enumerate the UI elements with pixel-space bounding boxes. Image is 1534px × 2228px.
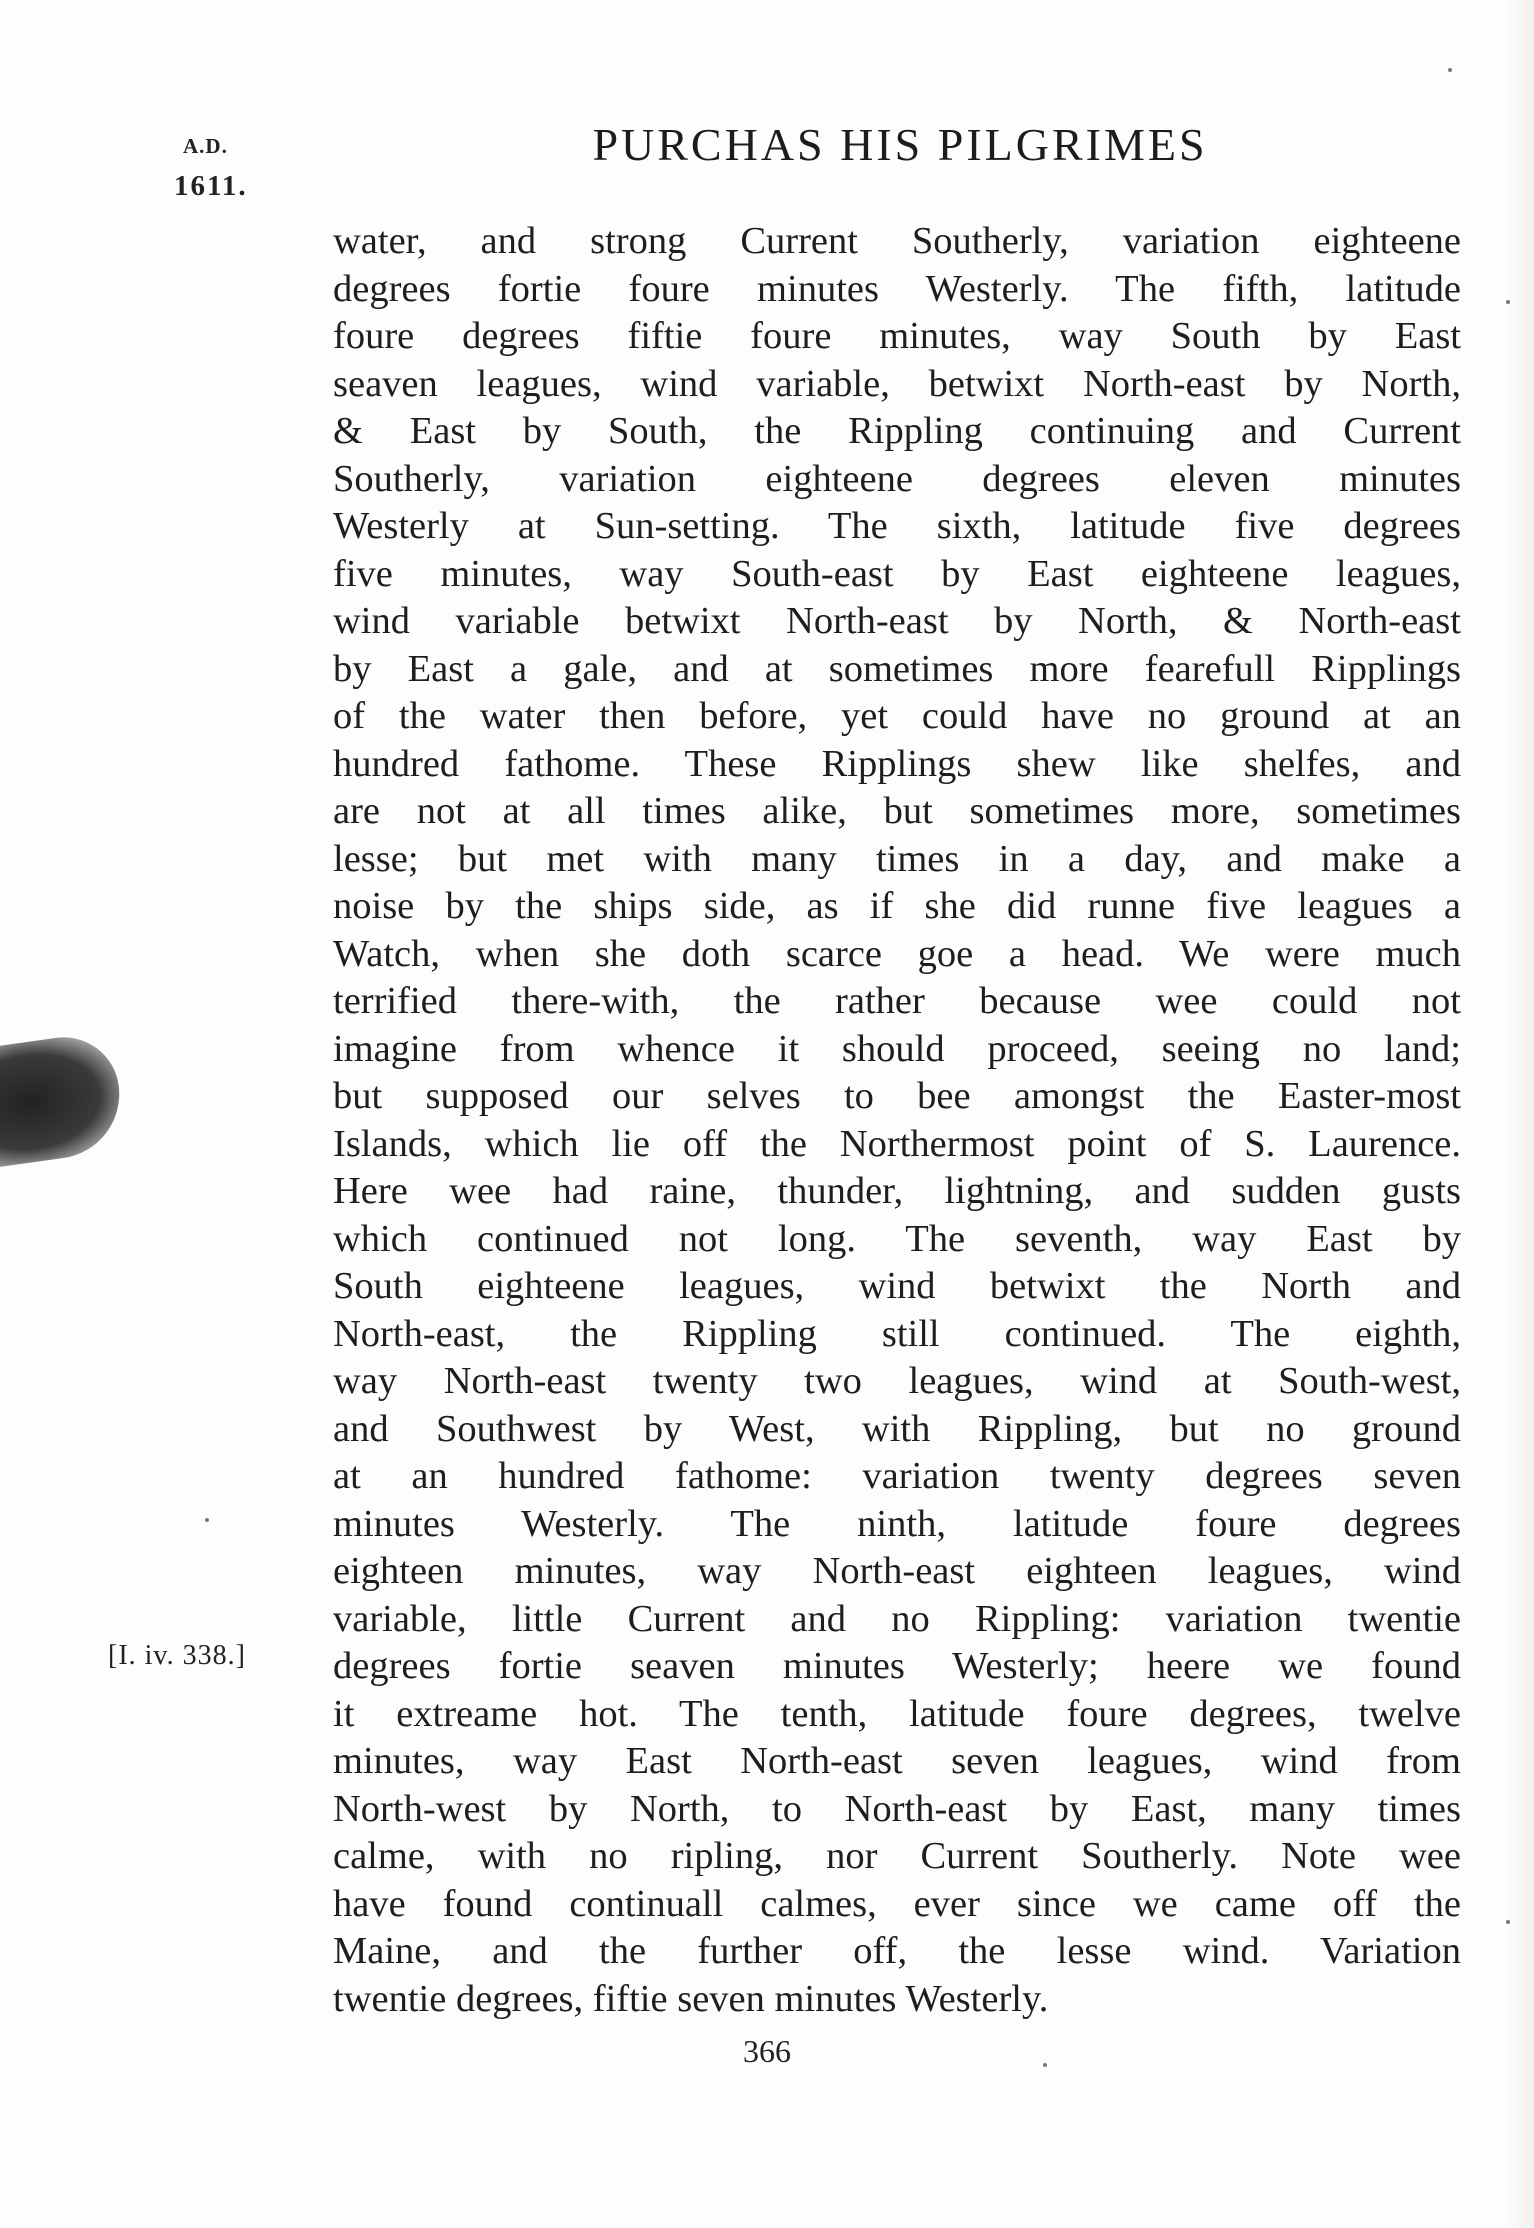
text-line: hundred fathome. These Ripplings shew like shelfes, and — [333, 742, 1461, 785]
text-line: Westerly at Sun-setting. The sixth, latitude five degrees — [333, 505, 1461, 547]
text-line: degrees fortie seaven minutes Westerly; heere we found — [333, 1645, 1461, 1687]
page-number: 366 — [743, 2033, 791, 2069]
text-line: but supposed our selves to bee amongst the Easter-most — [333, 1075, 1461, 1117]
text-line: have found continuall calmes, ever since we came off the — [333, 1882, 1461, 1925]
text-line: imagine from whence it should proceed, seeing no land; — [333, 1027, 1461, 1070]
text-line: wind variable betwixt North-east by North, & North-east — [333, 600, 1461, 642]
text-line: degrees fortie foure minutes Westerly. The fifth, latitude — [333, 267, 1461, 310]
margin-date-ad: A.D. — [183, 134, 228, 158]
text-line: of the water then before, yet could have no ground at an — [333, 695, 1461, 737]
paper-speck — [1506, 1920, 1510, 1924]
text-line: South eighteene leagues, wind betwixt the North and — [333, 1265, 1461, 1307]
text-line: it extreame hot. The tenth, latitude foure degrees, twelve — [333, 1692, 1461, 1735]
text-line: variable, little Current and no Rippling: variation twentie — [333, 1597, 1461, 1640]
margin-reference-note: [I. iv. 338.] — [108, 1640, 246, 1671]
text-line: lesse; but met with many times in a day, and make a — [333, 837, 1461, 880]
text-line: North-west by North, to North-east by East, many times — [333, 1787, 1461, 1830]
text-line: by East a gale, and at sometimes more fearefull Ripplings — [333, 647, 1461, 690]
text-line: foure degrees fiftie foure minutes, way South by East — [333, 315, 1461, 357]
text-line: Maine, and the further off, the lesse wind. Variation — [333, 1930, 1461, 1972]
text-line: water, and strong Current Southerly, variation eighteene — [333, 220, 1461, 262]
page-edge-shade — [1504, 0, 1534, 2228]
text-line: minutes, way East North-east seven leagues, wind from — [333, 1740, 1461, 1782]
text-line: Islands, which lie off the Northermost point of S. Laurence. — [333, 1122, 1461, 1165]
text-line: terrified there-with, the rather because wee could not — [333, 980, 1461, 1022]
text-line: eighteen minutes, way North-east eighteen leagues, wind — [333, 1550, 1461, 1592]
text-line: Here wee had raine, thunder, lightning, and sudden gusts — [333, 1170, 1461, 1212]
running-title: PURCHAS HIS PILGRIMES — [592, 119, 1208, 170]
text-line: at an hundred fathome: variation twenty degrees seven — [333, 1455, 1461, 1497]
paper-speck — [1506, 300, 1510, 304]
text-line: and Southwest by West, with Rippling, but no ground — [333, 1407, 1461, 1450]
text-line: seaven leagues, wind variable, betwixt North-east by North, — [333, 362, 1461, 405]
text-line: minutes Westerly. The ninth, latitude foure degrees — [333, 1502, 1461, 1545]
paper-speck — [205, 1518, 209, 1522]
margin-date-year: 1611. — [174, 170, 248, 202]
text-line: way North-east twenty two leagues, wind at South-west, — [333, 1360, 1461, 1402]
paper-speck — [1448, 68, 1452, 72]
thumb-shadow — [0, 1030, 128, 1170]
text-line: noise by the ships side, as if she did runne five leagues a — [333, 885, 1461, 927]
body-text — [333, 218, 1461, 2023]
paper-speck — [1043, 2063, 1047, 2067]
text-line: five minutes, way South-east by East eighteene leagues, — [333, 552, 1461, 595]
text-line: are not at all times alike, but sometimes more, sometimes — [333, 790, 1461, 832]
text-line-last: twentie degrees, fiftie seven minutes Westerly. — [333, 1977, 1049, 2020]
text-line: & East by South, the Rippling continuing and Current — [333, 410, 1461, 452]
text-line: calme, with no ripling, nor Current Southerly. Note wee — [333, 1835, 1461, 1877]
text-line: which continued not long. The seventh, way East by — [333, 1217, 1461, 1260]
text-line: North-east, the Rippling still continued. The eighth, — [333, 1312, 1461, 1355]
text-line: Southerly, variation eighteene degrees eleven minutes — [333, 457, 1461, 500]
text-line: Watch, when she doth scarce goe a head. We were much — [333, 932, 1461, 975]
